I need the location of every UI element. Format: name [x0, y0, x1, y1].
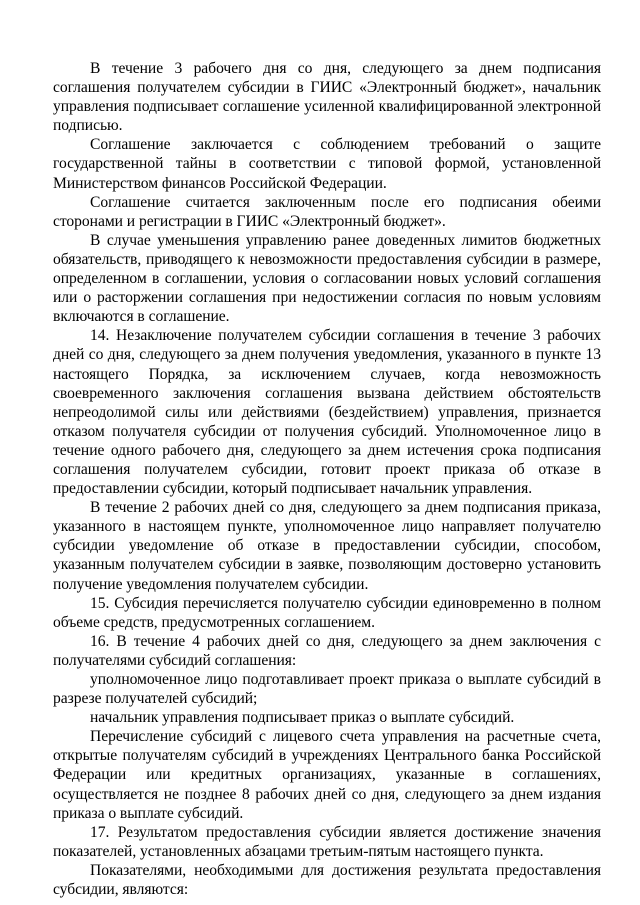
paragraph: начальник управления подписывает приказ о выплате субсидий.	[90, 709, 515, 727]
paragraph: 17. Результатом предоставления субсидии является достижение значения показателей, установленных абзацами третьим-пятым настоящего пункта.	[53, 823, 601, 860]
paragraph: 14. Незаключение получателем субсидии соглашения в течение 3 рабочих дней со дня, следующего за днем получения уведомления, указанного в пункте 13 настоящего Порядка, за исключением случаев, когда невозможность своевременного заключения соглашения вызвана действием обстоятельств непреодолимой силы или действиями (бездействием) управления, признается отказом получателя субсидии от получения субсидий. Уполномоченное лицо в течение одного рабочего дня, следующего за днем истечения срока подписания соглашения получателем субсидии, готовит проект приказа об отказе в предоставлении субсидии, который подписывает начальник управления.	[53, 327, 601, 498]
paragraph: Показателями, необходимыми для достижения результата предоставления субсидии, являются:	[53, 861, 601, 899]
paragraph: 15. Субсидия перечисляется получателю субсидии единовременно в полном объеме средств, предусмотренных соглашением.	[53, 594, 601, 631]
paragraph: В течение 3 рабочего дня со дня, следующего за днем подписания соглашения получателем субсидии в ГИИС «Электронный бюджет», начальник управления подписывает соглашение усиленной квалифицированной электронной подписью.	[53, 60, 601, 135]
paragraph: Перечисление субсидий с лицевого счета управления на расчетные счета, открытые получателям субсидий в учреждениях Центрального банка Российской Федерации или кредитных организациях, указанные в соглашениях, осуществляется не позднее 8 рабочих дней со дня, следующего за днем издания приказа о выплате субсидий.	[53, 728, 601, 822]
paragraph: В случае уменьшения управлению ранее доведенных лимитов бюджетных обязательств, приводящего к невозможности предоставления субсидии в размере, определенном в соглашении, условия о согласовании новых условий соглашения или о расторжении соглашения при недостижении согласия по новым условиям включаются в соглашение.	[53, 231, 601, 326]
paragraph: Соглашение заключается с соблюдением требований о защите государственной тайны в соответствии с типовой формой, установленной Министерством финансов Российской Федерации.	[53, 136, 601, 192]
document-body	[53, 59, 601, 899]
paragraph: Соглашение считается заключенным после его подписания обеими сторонами и регистрации в ГИИС «Электронный бюджет».	[53, 193, 601, 230]
paragraph: уполномоченное лицо подготавливает проект приказа о выплате субсидий в разрезе получателей субсидий;	[53, 671, 601, 708]
paragraph: 16. В течение 4 рабочих дней со дня, следующего за днем заключения с получателями субсидий соглашения:	[53, 632, 601, 669]
paragraph: В течение 2 рабочих дней со дня, следующего за днем подписания приказа, указанного в настоящем пункте, уполномоченное лицо направляет получателю субсидии уведомление об отказе в предоставлении субсидии, способом, указанным получателем субсидии в заявке, позволяющим достоверно установить получение уведомления получателем субсидии.	[53, 499, 601, 593]
